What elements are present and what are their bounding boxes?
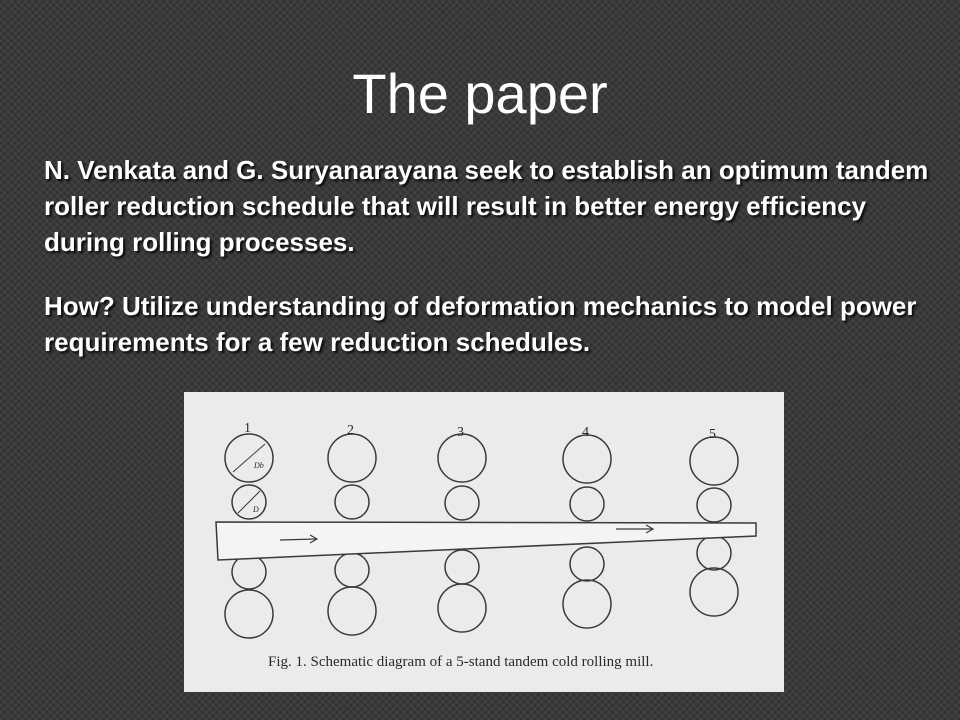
stand-2-top-backup-roll xyxy=(328,434,376,482)
backup-roll-diameter-label: Db xyxy=(254,461,264,470)
stand-3-bottom-work-roll xyxy=(445,550,479,584)
stand-5-bottom-backup-roll xyxy=(690,568,738,616)
rolling-mill-diagram xyxy=(184,392,784,692)
stand-4-bottom-backup-roll xyxy=(563,580,611,628)
stand-1-bottom-backup-roll xyxy=(225,590,273,638)
stand-3-top-work-roll xyxy=(445,486,479,520)
rolling-mill-figure xyxy=(184,392,784,692)
stand-2-bottom-work-roll xyxy=(335,553,369,587)
slide-title: The paper xyxy=(352,62,608,125)
stand-number-1: 1 xyxy=(244,421,251,436)
paragraph-method: How? Utilize understanding of deformation mechanics to model power requirements for a few reduction schedules. xyxy=(44,291,917,357)
stand-4-top-work-roll xyxy=(570,487,604,521)
stand-3-bottom-backup-roll xyxy=(438,584,486,632)
stand-5-top-work-roll xyxy=(697,488,731,522)
stand-4-bottom-work-roll xyxy=(570,547,604,581)
stand-1-bottom-work-roll xyxy=(232,555,266,589)
stand-number-5: 5 xyxy=(709,427,716,442)
paragraph-purpose: N. Venkata and G. Suryanarayana seek to establish an optimum tandem roller reduction schedule that will result in better energy efficiency during rolling processes. xyxy=(44,155,929,257)
stand-3-top-backup-roll xyxy=(438,434,486,482)
stand-2-bottom-backup-roll xyxy=(328,587,376,635)
figure-caption: Fig. 1. Schematic diagram of a 5-stand tandem cold rolling mill. xyxy=(268,654,654,670)
stand-number-2: 2 xyxy=(347,423,354,438)
stand-5-top-backup-roll xyxy=(690,437,738,485)
stand-number-4: 4 xyxy=(582,425,589,440)
work-roll-diameter-label: D xyxy=(253,505,259,514)
stand-number-3: 3 xyxy=(457,425,464,440)
stand-2-top-work-roll xyxy=(335,485,369,519)
stand-5-bottom-work-roll xyxy=(697,536,731,570)
stand-4-top-backup-roll xyxy=(563,435,611,483)
metal-strip xyxy=(216,522,756,560)
